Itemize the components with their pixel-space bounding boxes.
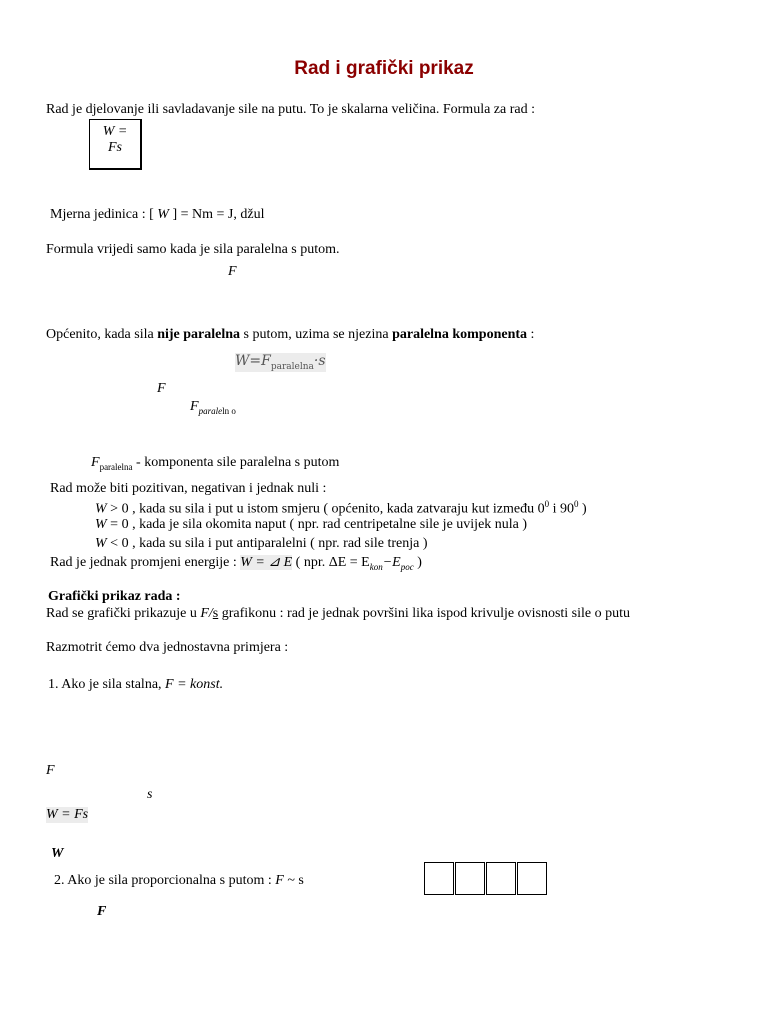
ex2-text: 2. Ako je sila proporcionalna s putom : [54, 873, 276, 888]
ex1-formula: F = konst. [165, 677, 224, 692]
energy-npr: ( npr. ΔE = E [292, 555, 370, 570]
formula-box [89, 119, 142, 170]
ex1-path-label: s [147, 787, 153, 802]
grid-cell [455, 862, 485, 895]
energy-sub2: poc [400, 561, 414, 572]
energy-formula: W = ⊿ E [240, 555, 293, 570]
case1-text: = 0 , kada je sila okomita naput ( npr. rad centripetalne sile je uvijek nula ) [106, 517, 528, 532]
sign-intro: Rad može biti pozitivan, negativan i jednak nuli : [50, 481, 327, 496]
case0-mid: i 90 [549, 501, 574, 517]
formula-line-1: W = [102, 124, 128, 139]
case0-end: ) [578, 501, 587, 517]
case2-var: W [95, 536, 107, 551]
case2-text: < 0 , kada su sila i put antiparalelni ( npr. rad sile trenja ) [106, 536, 428, 551]
formula-line-2: Fs [108, 140, 122, 155]
general-b2: paralelna komponenta [392, 327, 528, 342]
case-zero [95, 517, 527, 533]
ex1-text: 1. Ako je sila stalna, [48, 677, 166, 692]
energy-line [50, 554, 422, 572]
ex1-work-formula: W = Fs [46, 807, 89, 822]
examples-intro: Razmotrit ćemo dva jednostavna primjera : [46, 640, 289, 655]
ex2-end: ~ s [283, 873, 304, 888]
case0-sup2: 0 [573, 499, 579, 509]
figure-parallel-label [190, 399, 236, 416]
graph-text [46, 606, 630, 622]
general-b1: nije paralelna [157, 327, 241, 342]
figure-force-label: F [157, 381, 166, 396]
comp-main: F [91, 455, 100, 470]
general-t1: Općenito, kada sila [46, 327, 158, 342]
energy-minus: −E [382, 555, 401, 570]
energy-end: ) [413, 555, 422, 570]
comp-text: - komponenta sile paralelna s putom [132, 455, 340, 470]
general-line [46, 327, 534, 343]
grid-cell [486, 862, 516, 895]
case0-sup1: 0 [544, 499, 550, 509]
graph-t1: Rad se grafički prikazuje u [46, 606, 201, 621]
pf-sub: paralelna [270, 361, 314, 372]
case0-text: > 0 , kada su sila i put u istom smjeru ( općenito, kada zatvaraju kut između 0 [106, 501, 545, 517]
graph-fs: F/ [200, 606, 213, 621]
valid-line: Formula vrijedi samo kada je sila paralelna s putom. [46, 242, 340, 257]
unit-prefix: Mjerna jedinica : [ [50, 207, 154, 222]
graph-heading: Grafički prikaz rada : [48, 589, 181, 604]
pf-rhs: ·s [313, 353, 326, 369]
pf-lhs: W=F [235, 353, 271, 369]
case1-var: W [95, 517, 107, 532]
general-t3: : [527, 327, 535, 342]
fpar-main: F [190, 399, 199, 414]
unit-suffix: ] = Nm = J, džul [172, 207, 265, 222]
example-2 [54, 873, 304, 889]
parallel-formula [235, 353, 326, 372]
case-positive [95, 499, 587, 518]
intro-text: Rad je djelovanje ili savladavanje sile na putu. To je skalarna veličina. Formula za rad : [46, 102, 535, 117]
case0-var: W [95, 501, 107, 517]
fpar-sub: parale [198, 405, 223, 416]
ex2-force-label: F [97, 904, 107, 919]
graph-s: s [212, 606, 219, 621]
grid-cell [517, 862, 547, 895]
case-negative [95, 536, 428, 552]
energy-sub1: kon [369, 561, 383, 572]
force-label: F [228, 264, 237, 279]
unit-var: W [157, 207, 169, 222]
comp-sub: paralelna [99, 461, 133, 472]
page-title: Rad i grafički prikaz [294, 58, 474, 79]
grid-cell [424, 862, 454, 895]
component-line [91, 455, 339, 472]
ex1-work-label: W [51, 846, 64, 861]
example-1 [48, 677, 223, 693]
unit-line [50, 207, 264, 223]
graph-t2: grafikonu : rad je jednak površini lika ispod krivulje ovisnosti sile o putu [218, 606, 631, 621]
fpar-rest: ln o [222, 405, 236, 416]
energy-text: Rad je jednak promjeni energije : [50, 555, 241, 570]
ex1-force-label: F [46, 763, 55, 778]
ex2-formula: F [275, 873, 284, 888]
general-t2: s putom, uzima se njezina [240, 327, 393, 342]
